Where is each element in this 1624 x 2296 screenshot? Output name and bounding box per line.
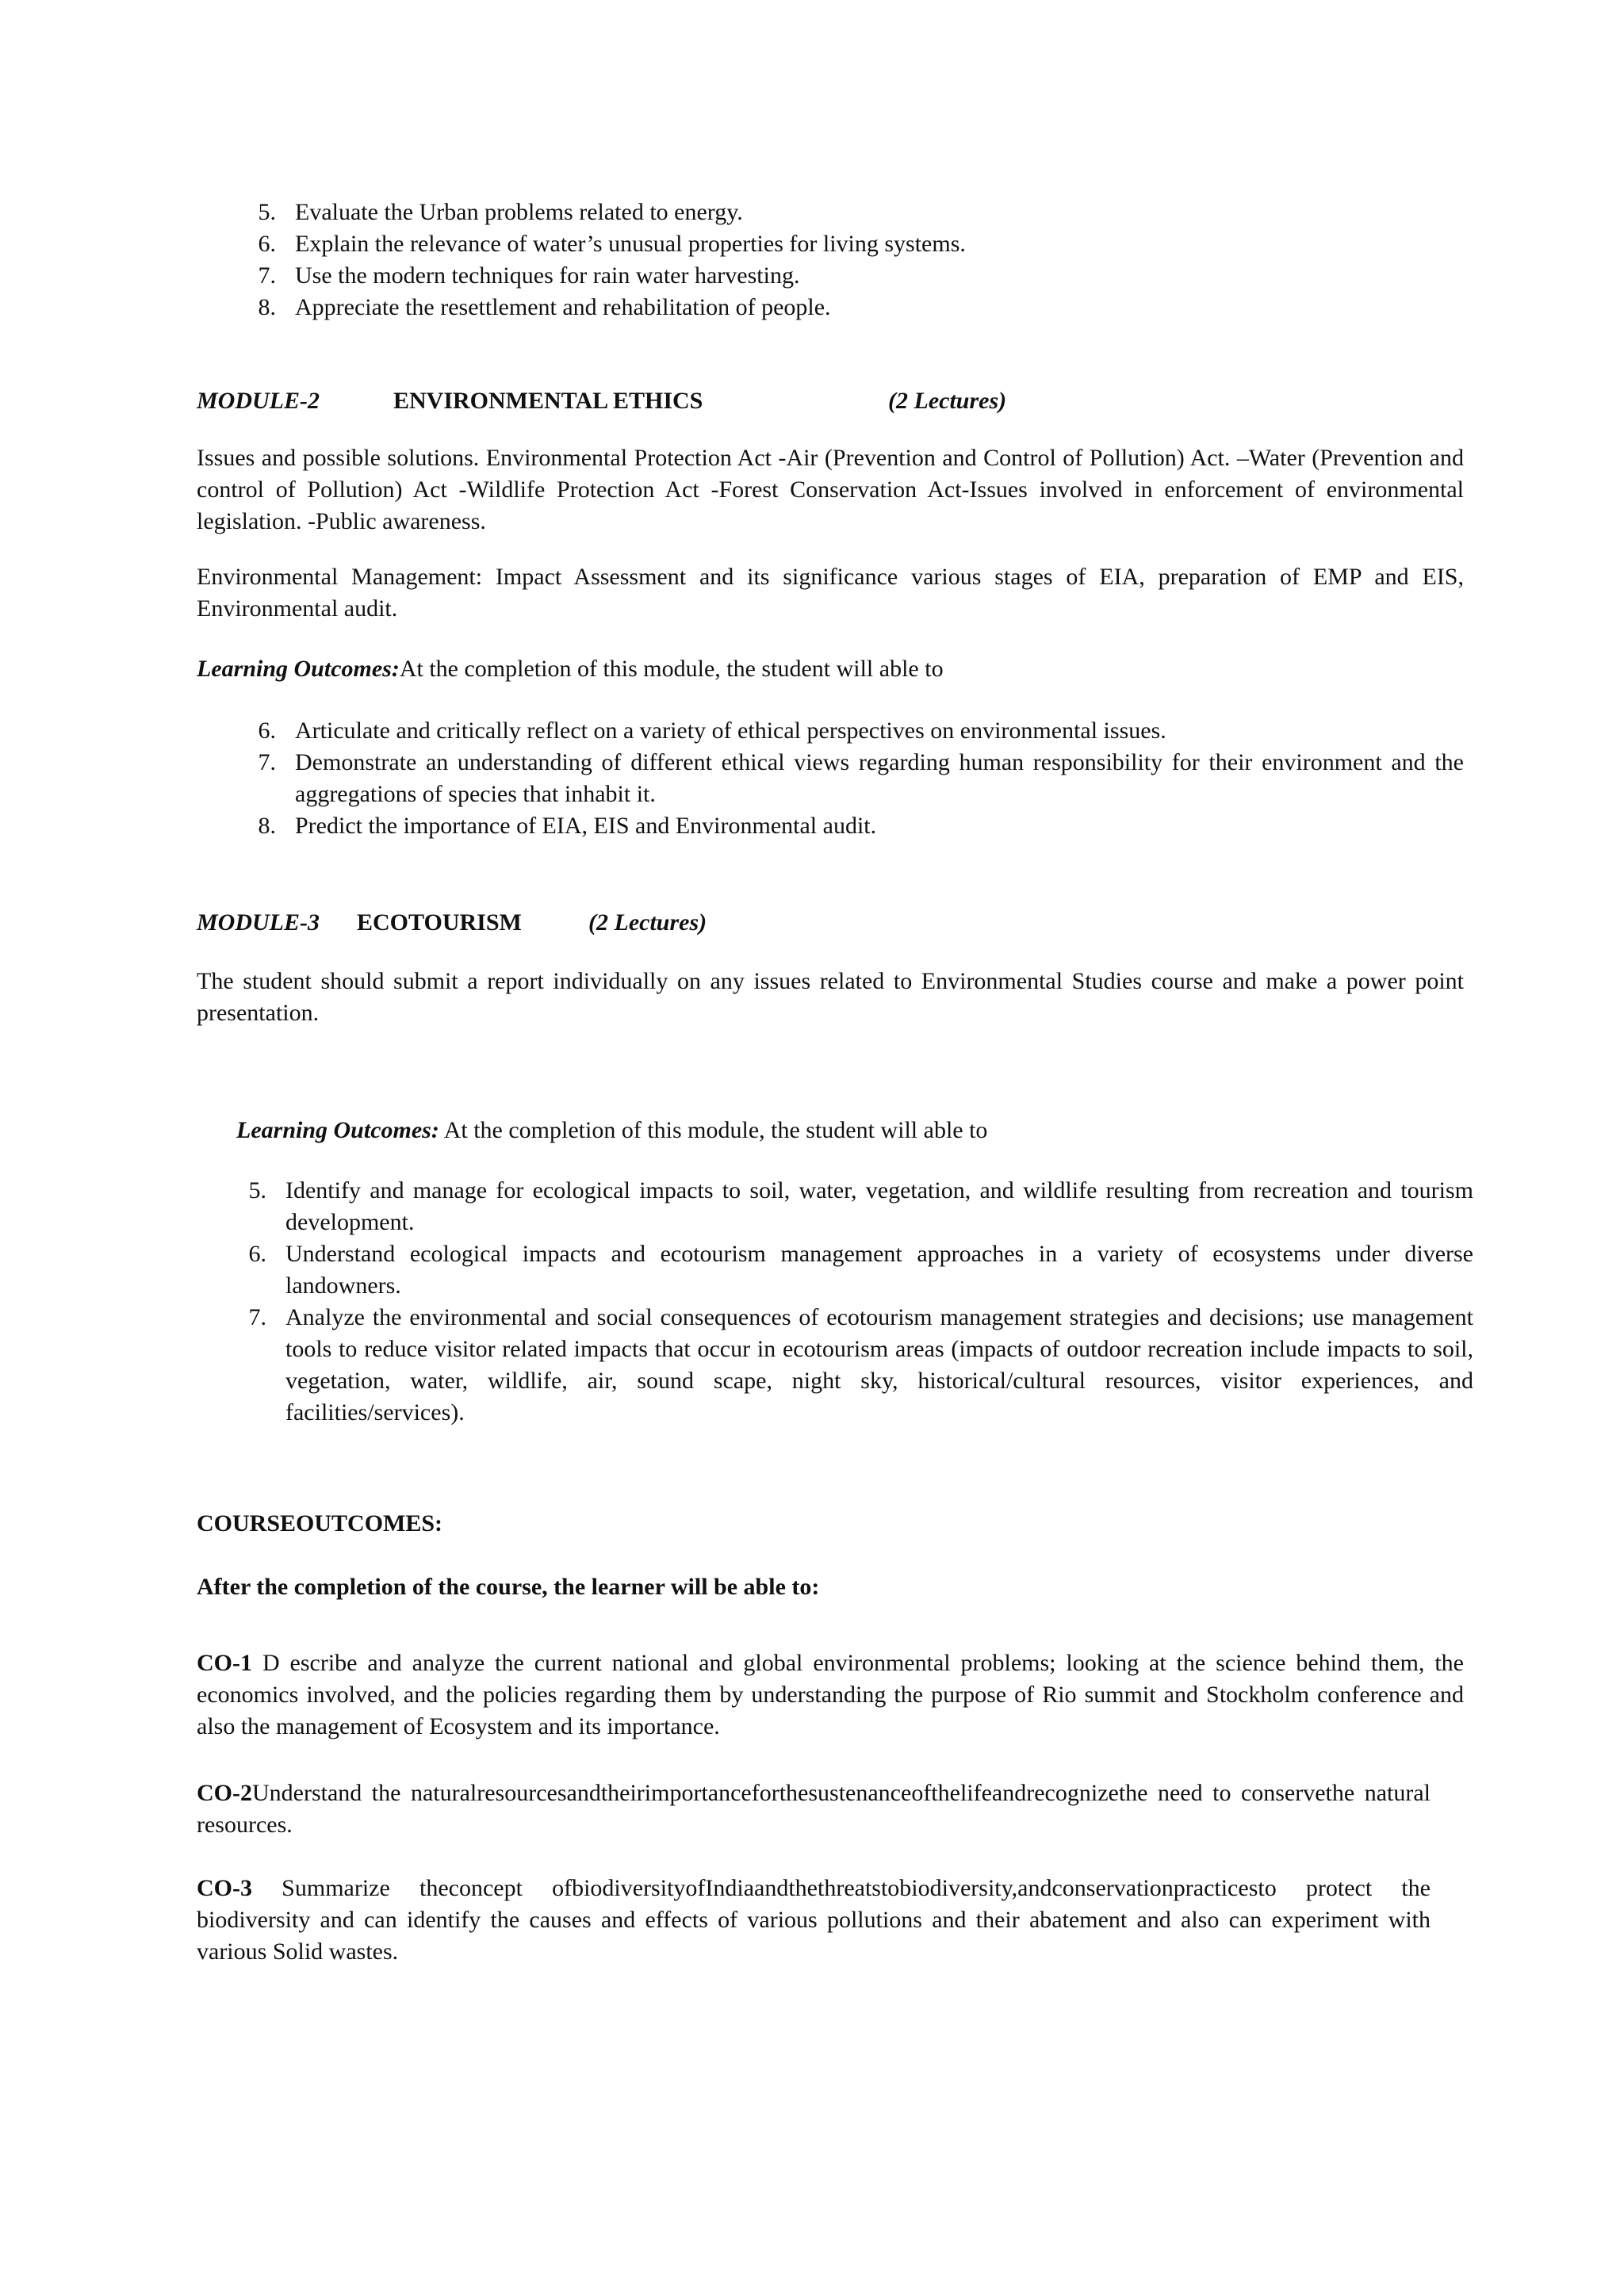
module-2-outcomes-list bbox=[258, 715, 1464, 842]
course-outcome-2 bbox=[197, 1777, 1431, 1841]
course-outcome-1 bbox=[197, 1647, 1464, 1743]
module-2-paragraph-2: Environmental Management: Impact Assessment and its significance various stages of EIA, preparation of EMP and EIS, Environmental audit. bbox=[197, 564, 1464, 622]
learning-outcomes-text: At the completion of this module, the student will able to bbox=[443, 1117, 988, 1143]
list-number: 5. bbox=[258, 199, 276, 225]
learning-outcomes-label: Learning Outcomes: bbox=[236, 1117, 439, 1143]
list-number: 6. bbox=[258, 718, 276, 744]
list-item bbox=[248, 1175, 1473, 1238]
list-number: 7. bbox=[258, 749, 276, 775]
list-text: Evaluate the Urban problems related to energy. bbox=[295, 199, 743, 225]
learning-outcomes-text: At the completion of this module, the student will able to bbox=[399, 656, 944, 682]
list-number: 8. bbox=[258, 294, 276, 320]
module-3-title: ECOTOURISM bbox=[357, 909, 522, 936]
module-2-lectures: (2 Lectures) bbox=[888, 388, 1007, 414]
list-text: Identify and manage for ecological impacts to soil, water, vegetation, and wildlife resulting from recreation and tourism development. bbox=[285, 1177, 1473, 1235]
list-number: 5. bbox=[248, 1177, 266, 1203]
list-text: Understand ecological impacts and ecotourism management approaches in a variety of ecosystems under diverse landowners. bbox=[285, 1241, 1473, 1299]
course-outcome-label: CO-3 bbox=[197, 1875, 252, 1901]
module-3-paragraph-1: The student should submit a report individually on any issues related to Environmental Studies course and make a power point presentation. bbox=[197, 968, 1464, 1026]
list-item bbox=[258, 747, 1464, 810]
list-number: 6. bbox=[248, 1241, 266, 1267]
list-item bbox=[258, 715, 1464, 747]
list-number: 6. bbox=[258, 231, 276, 257]
module-2-title: ENVIRONMENTAL ETHICS bbox=[393, 388, 703, 414]
course-outcome-text: Summarize theconcept ofbiodiversityofIndiaandthethreatstobiodiversity,andconservationpracticesto protect the biodiversity and can identify the causes and effects of various pollutions and their abatement and also can experiment with various Solid wastes. bbox=[197, 1875, 1431, 1965]
list-text: Articulate and critically reflect on a variety of ethical perspectives on environmental issues. bbox=[295, 718, 1166, 744]
list-text: Appreciate the resettlement and rehabilitation of people. bbox=[295, 294, 831, 320]
module-3-outcomes-list bbox=[248, 1175, 1473, 1429]
module-3-lectures: (2 Lectures) bbox=[588, 909, 707, 936]
course-outcome-text: D escribe and analyze the current national and global environmental problems; looking at the science behind them, the economics involved, and the policies regarding them by understanding the purpose of Rio summit and Stockholm conference and also the management of Ecosystem and its importance. bbox=[197, 1650, 1465, 1739]
list-item bbox=[258, 292, 1469, 323]
course-outcome-text: Understand the naturalresourcesandtheirimportanceforthesustenanceofthelifeandrecognizethe need to conservethe natural resources. bbox=[197, 1780, 1431, 1838]
module-2-paragraph-1: Issues and possible solutions. Environmental Protection Act -Air (Prevention and Control of Pollution) Act. –Water (Prevention and control of Pollution) Act -Wildlife Protection Act -Forest Conservation Act-Issues involved in enforcement of environmental legislation. -Public awareness. bbox=[197, 445, 1464, 534]
list-item bbox=[248, 1238, 1473, 1302]
list-text: Predict the importance of EIA, EIS and Environmental audit. bbox=[295, 813, 877, 839]
module-2-learning-outcomes bbox=[197, 653, 1464, 685]
list-item bbox=[258, 810, 1464, 842]
course-outcome-label: CO-2 bbox=[197, 1780, 252, 1806]
list-item bbox=[248, 1302, 1473, 1429]
list-number: 7. bbox=[258, 262, 276, 289]
list-text: Analyze the environmental and social consequences of ecotourism management strategies and decisions; use management tools to reduce visitor related impacts that occur in ecotourism areas (impacts of outdoor recreation include impacts to soil, vegetation, water, wildlife, air, sound scape, night sky, historical/cultural resources, visitor experiences, and facilities/services). bbox=[285, 1304, 1473, 1425]
list-text: Explain the relevance of water’s unusual properties for living systems. bbox=[295, 231, 966, 257]
course-outcome-3 bbox=[197, 1873, 1431, 1968]
module-2-label: MODULE-2 bbox=[197, 388, 320, 414]
course-outcome-label: CO-1 bbox=[197, 1650, 252, 1676]
course-outcomes-intro: After the completion of the course, the learner will be able to: bbox=[197, 1574, 820, 1600]
list-item bbox=[258, 197, 1469, 228]
learning-outcomes-label: Learning Outcomes: bbox=[197, 656, 400, 682]
list-number: 7. bbox=[248, 1304, 266, 1330]
list-number: 8. bbox=[258, 813, 276, 839]
objectives-list bbox=[258, 197, 1469, 323]
course-outcomes-heading: COURSEOUTCOMES: bbox=[197, 1510, 443, 1536]
list-text: Demonstrate an understanding of different ethical views regarding human responsibility for their environment and the aggregations of species that inhabit it. bbox=[295, 749, 1464, 807]
list-item bbox=[258, 228, 1469, 260]
list-item bbox=[258, 260, 1469, 292]
module-3-label: MODULE-3 bbox=[197, 909, 320, 936]
list-text: Use the modern techniques for rain water harvesting. bbox=[295, 262, 800, 289]
module-3-learning-outcomes bbox=[236, 1115, 987, 1146]
